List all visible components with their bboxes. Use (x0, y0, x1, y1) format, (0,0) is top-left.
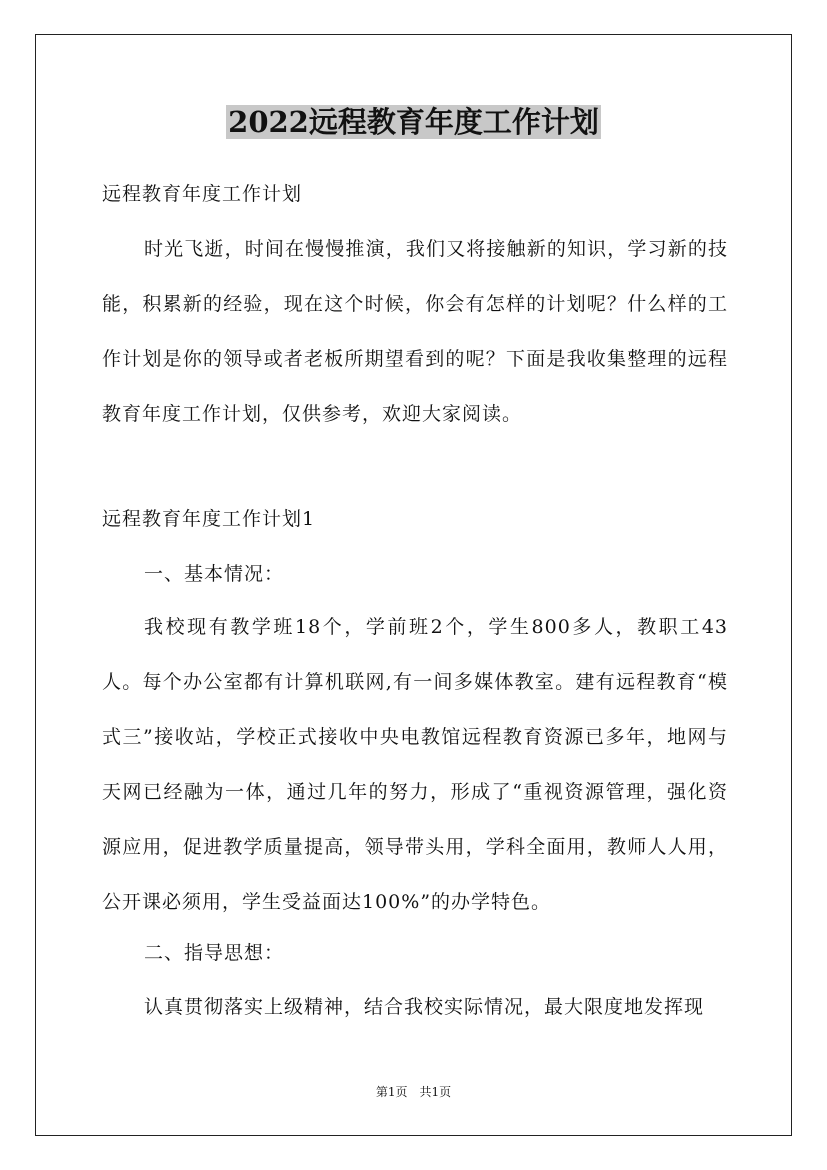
basic-situation-paragraph: 我校现有教学班18个，学前班2个，学生800多人，教职工43人。每个办公室都有计算机联网,有一间多媒体教室。建有远程教育“模式三”接收站，学校正式接收中央电教馆远程教育资源已多年，地网与天网已经融为一体，通过几年的努力，形成了“重视资源管理，强化资源应用，促进教学质量提高，领导带头用，学科全面用，教师人人用，公开课必须用，学生受益面达100%”的办学特色。 (102, 616, 728, 913)
heading-guiding-ideology: 二、指导思想： (144, 942, 285, 964)
intro-paragraph: 时光飞逝，时间在慢慢推演，我们又将接触新的知识，学习新的技能，积累新的经验，现在这个时候，你会有怎样的计划呢？什么样的工作计划是你的领导或者老板所期望看到的呢？下面是我收集整理的远程教育年度工作计划，仅供参考，欢迎大家阅读。 (102, 238, 728, 425)
document-subtitle: 远程教育年度工作计划 (102, 183, 303, 205)
heading-basic-situation: 一、基本情况： (144, 563, 285, 585)
guiding-ideology-paragraph: 认真贯彻落实上级精神，结合我校实际情况，最大限度地发挥现 (144, 996, 705, 1018)
document-title-text: 2022远程教育年度工作计划 (228, 105, 599, 139)
document-title (0, 100, 827, 144)
section-1-title: 远程教育年度工作计划1 (102, 508, 316, 530)
page-footer: 第1页 共1页 (375, 1085, 452, 1099)
